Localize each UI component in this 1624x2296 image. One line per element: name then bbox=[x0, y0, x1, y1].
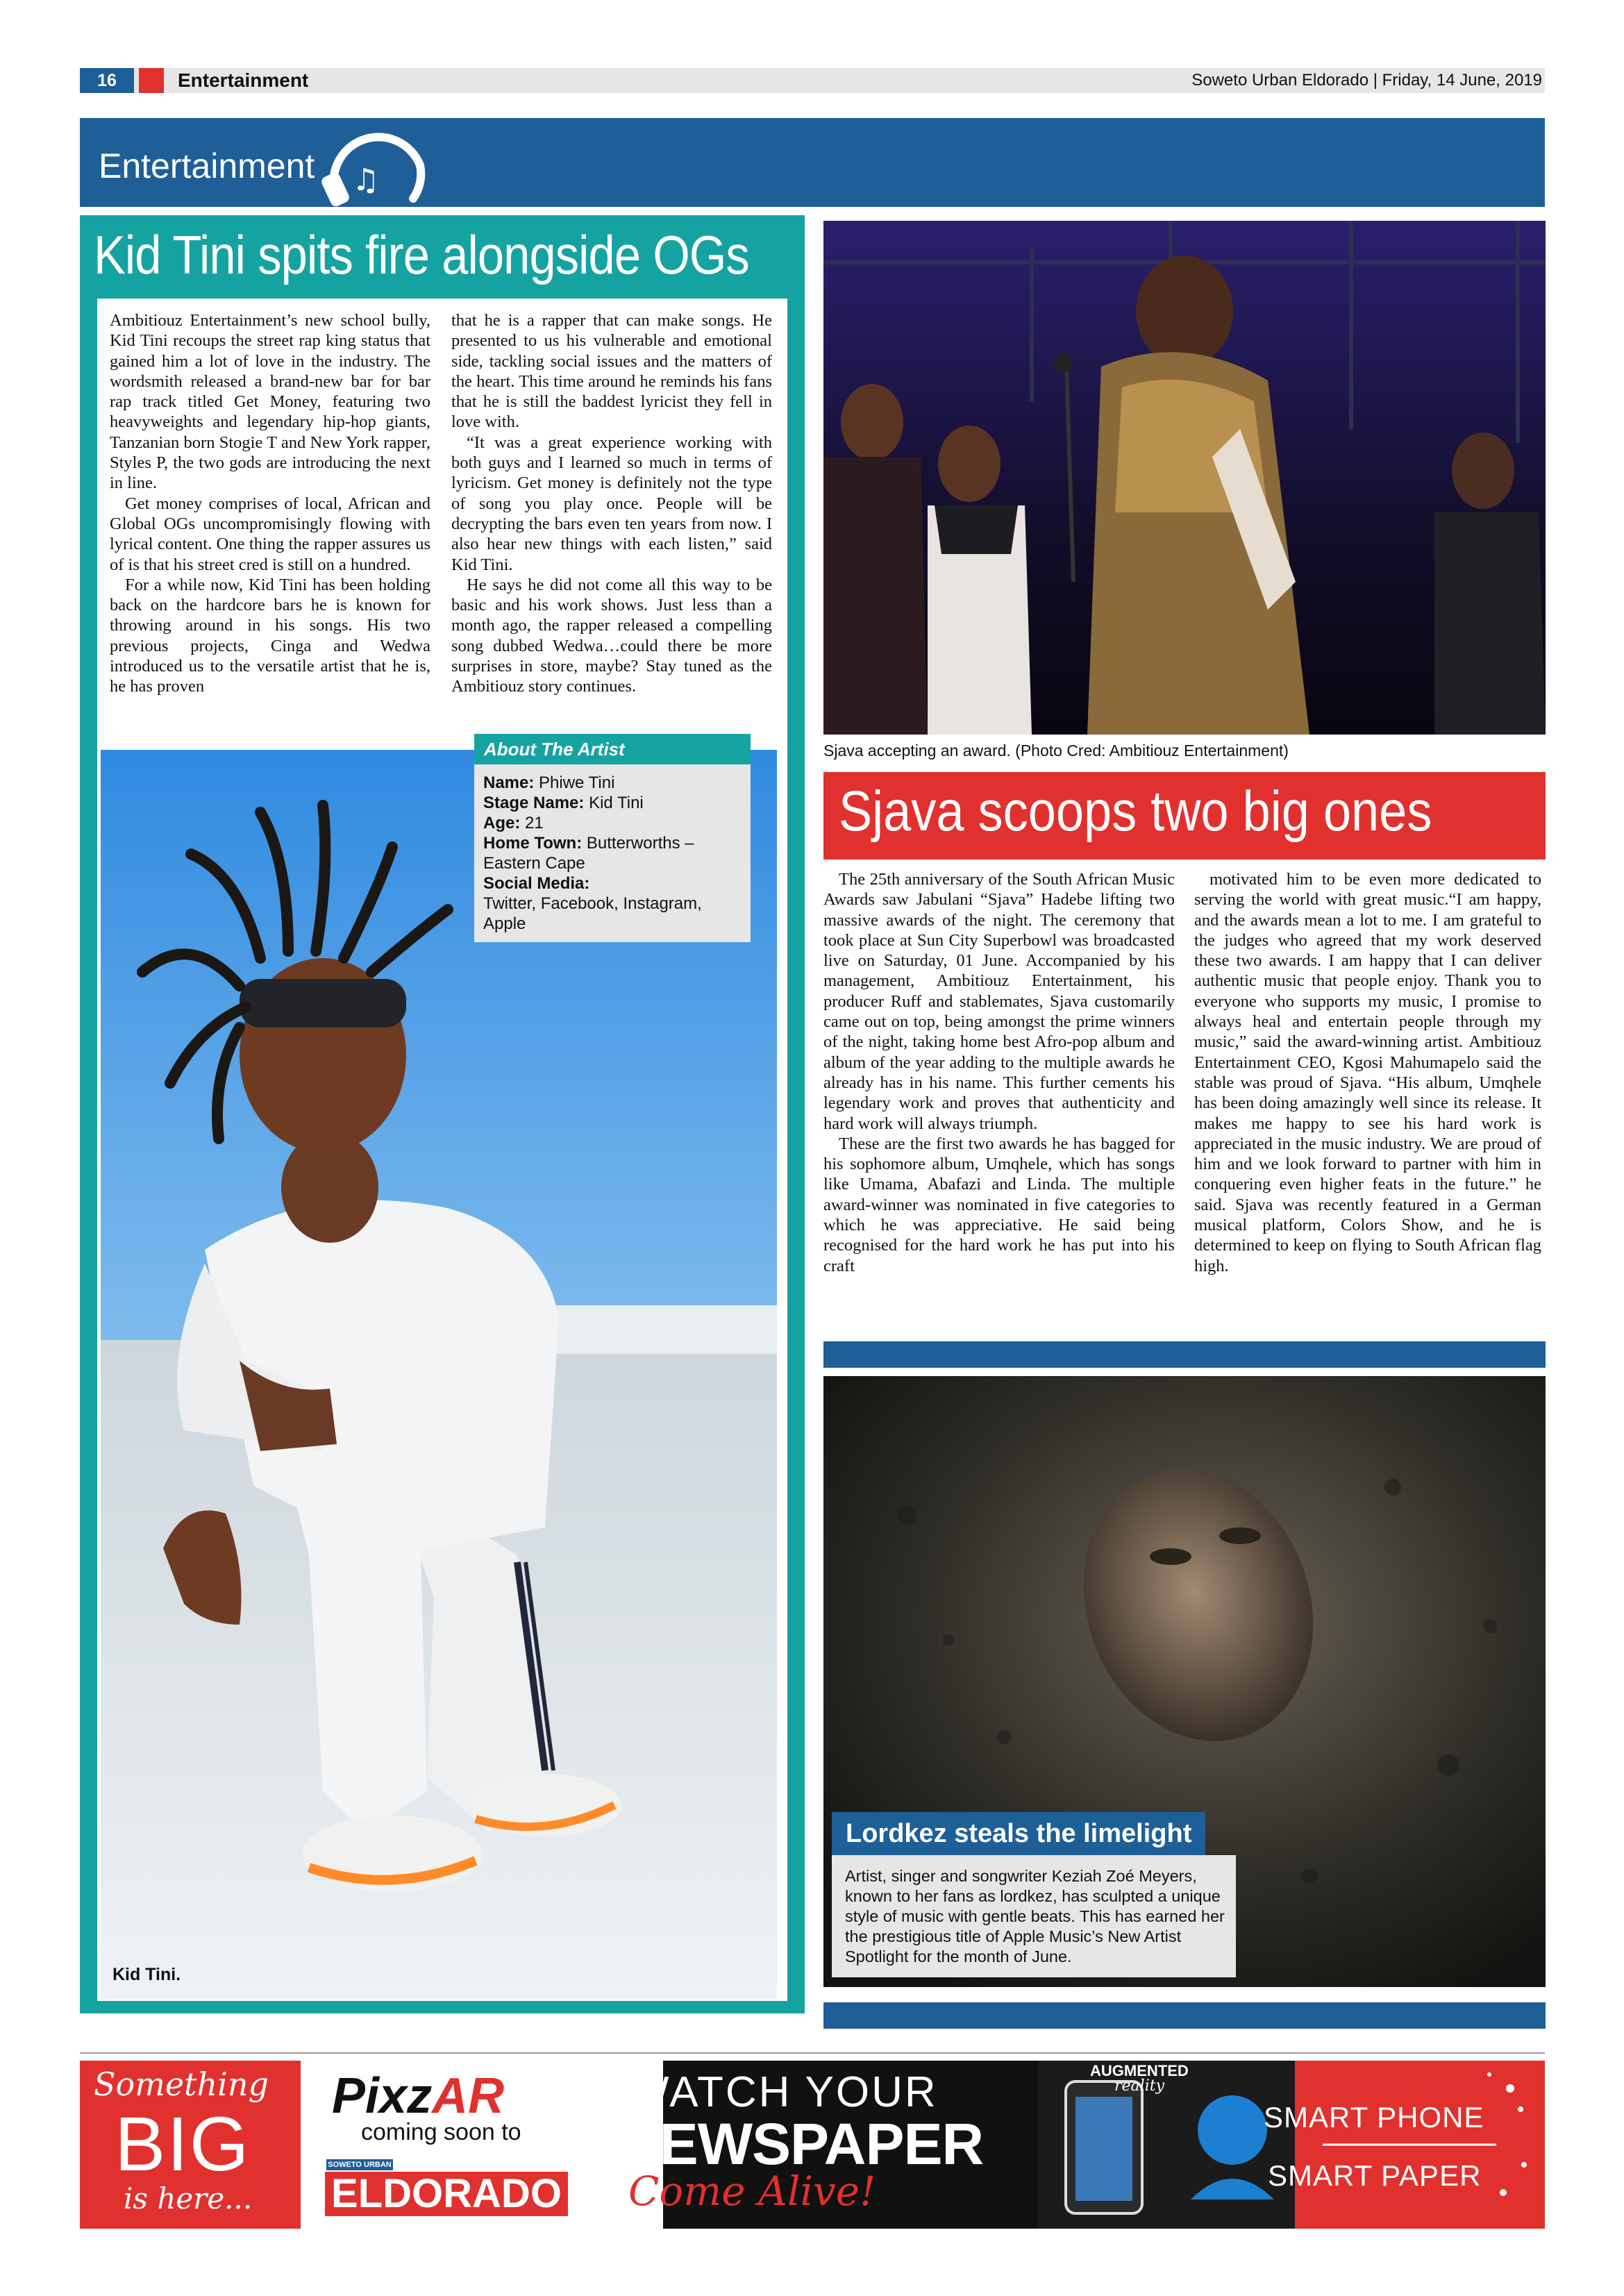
ad-watch-your: WATCH YOUR bbox=[628, 2068, 938, 2116]
ad-smart-phone: SMART PHONE bbox=[1264, 2101, 1484, 2134]
lordkez-headline: Lordkez steals the limelight bbox=[832, 1812, 1205, 1855]
svg-text:♫: ♫ bbox=[352, 162, 380, 198]
paragraph: These are the first two awards he has bagged for his sophomore album, Umqhele, which has songs like Umama, Abafazi and Linda. The multiple award-winner was nominated in five categories to which he was appreciative. He said being recognised for the hard work he has put into his craft bbox=[823, 1134, 1175, 1275]
social-media: Twitter, Facebook, Instagram, Apple bbox=[483, 894, 702, 933]
ad-soweto-urban: SOWETO URBAN bbox=[326, 2159, 393, 2170]
stage-name: Kid Tini bbox=[589, 794, 644, 812]
ad-come-alive: Come Alive! bbox=[628, 2168, 876, 2215]
kid-tini-headline: Kid Tini spits fire alongside OGs bbox=[94, 224, 749, 285]
paragraph: The 25th anniversary of the South African Music Awards saw Jabulani “Sjava” Hadebe lifting two massive awards of the night. The ceremony that took place at Sun City Superbowl was broadcasted live on Saturday, 01 June. Accompanied by his management, Ambitiouz Entertainment, his producer Ruff and stablemates, Sjava customarily came out on top, being amongst the prime winners of the night, taking home best Afro-pop album and album of the year adding to the multiple awards he already has in his name. This further cements his legendary work and proves that authenticity and hard work will always triumph. bbox=[823, 870, 1175, 1133]
ad-coming-soon: coming soon to bbox=[361, 2119, 521, 2145]
page-divider bbox=[80, 2052, 1545, 2054]
logo-ar: AR bbox=[432, 2068, 505, 2124]
paragraph: that he is a rapper that can make songs. He presented to us his vulnerable and emotional side, tackling social issues and the matters of the heart. This time around he reminds his fans that he is still the baddest lyricist they fell in love with. bbox=[451, 311, 772, 432]
paragraph: For a while now, Kid Tini has been holding back on the hardcore bars he is known for throwing around in his songs. His two previous projects, Cinga and Wedwa introduced us to the versatile artist that he is, he has proven bbox=[110, 575, 430, 696]
paragraph: motivated him to be even more dedicated to serving the world with great music.“I am happy, and the awards mean a lot to me. I am grateful to the judges who agreed that my work deserved these two awards. I am happy that I can deliver authentic music that people enjoy. Thank you to everyone who supports my music, I promise to always heal and entertain people through my music,” said the award-winning artist. Ambitiouz Entertainment CEO, Kgosi Mahumapelo said the stable was proud of Sjava. “His album, Umqhele has been doing amazingly well since its release. It makes me happy to see his hard work is appreciated in the music industry. We are proud of him and we look forward to partner with him in conquering even higher feats in the future.” he said. Sjava was recently featured in a German musical platform, Colors Show, and he is determined to keep on flying to South African flag high. bbox=[1194, 870, 1541, 1275]
ad-is-here: is here... bbox=[124, 2181, 253, 2215]
lordkez-body: Artist, singer and songwriter Keziah Zoé Meyers, known to her fans as lordkez, has sculpted a unique style of music with gentle beats. This has earned her the prestigious title of Apple Music’s New Artist Spotlight for the month of June. bbox=[845, 1867, 1225, 1966]
paragraph: “It was a great experience working with both guys and I learned so much in terms of lyricism. Get money is definitely not the type of song you play once. People will be decrypting the bars even ten years from now. I also hear new things with each listen,” said Kid Tini. bbox=[451, 433, 772, 574]
sjava-column-1 bbox=[823, 869, 1175, 1276]
about-details bbox=[483, 773, 747, 934]
headphones-music-note-icon bbox=[316, 117, 434, 210]
sjava-caption: Sjava accepting an award. (Photo Cred: Ambitiouz Entertainment) bbox=[823, 741, 1289, 760]
section-marker bbox=[139, 68, 164, 93]
age-label: Age: bbox=[483, 814, 521, 832]
ad-eldorado: ELDORADO bbox=[325, 2172, 568, 2216]
publication-date: Soweto Urban Eldorado | Friday, 14 June, 2019 bbox=[1191, 71, 1542, 90]
kid-tini-column-2 bbox=[451, 310, 772, 697]
paragraph: Ambitiouz Entertainment’s new school bully, Kid Tini recoups the street rap king status that gained him a lot of love in the industry. The wordsmith released a brand-new bar for bar rap track titled Get Money, featuring two heavyweights and legendary hip-hop giants, Tanzanian born Stogie T and New York rapper, Styles P, the two gods are introducing the next in line. bbox=[110, 311, 430, 493]
name-label: Name: bbox=[483, 773, 535, 792]
ad-something: Something bbox=[94, 2065, 269, 2103]
stage-name-label: Stage Name: bbox=[483, 794, 585, 812]
ad-newspaper: NEWSPAPER bbox=[618, 2111, 984, 2177]
pixzar-logo bbox=[332, 2068, 504, 2125]
logo-pixz: Pixz bbox=[332, 2068, 433, 2124]
home-town: Butterworths – Eastern Cape bbox=[483, 834, 694, 873]
sjava-column-2 bbox=[1194, 869, 1541, 1276]
kid-tini-caption: Kid Tini. bbox=[112, 1965, 181, 1984]
page-number: 16 bbox=[80, 68, 134, 93]
sjava-headline: Sjava scoops two big ones bbox=[839, 780, 1432, 843]
banner-title: Entertainment bbox=[99, 146, 315, 185]
ad-smart-paper: SMART PAPER bbox=[1268, 2159, 1482, 2192]
home-town-label: Home Town: bbox=[483, 834, 583, 853]
kid-tini-column-1 bbox=[110, 310, 430, 697]
artist-name: Phiwe Tini bbox=[539, 773, 615, 792]
ad-reality: reality bbox=[1114, 2077, 1164, 2095]
ad-big: BIG bbox=[115, 2102, 251, 2187]
lordkez-bottom-bar bbox=[823, 2002, 1546, 2029]
about-heading: About The Artist bbox=[474, 734, 751, 764]
sjava-photo bbox=[823, 221, 1546, 735]
paragraph: Get money comprises of local, African and Global OGs uncompromisingly flowing with lyrical content. One thing the rapper assures us of is that his street cred is still on a hundred. bbox=[110, 494, 430, 574]
lordkez-top-bar bbox=[823, 1341, 1546, 1368]
social-media-label: Social Media: bbox=[483, 874, 590, 893]
ad-augmented: AUGMENTED bbox=[1090, 2062, 1189, 2079]
section-label: Entertainment bbox=[178, 69, 309, 91]
paragraph: He says he did not come all this way to be basic and his work shows. Just less than a month ago, the rapper released a compelling song dubbed Wedwa…could there be more surprises in store, maybe? Stay tuned as the Ambitiouz story continues. bbox=[451, 575, 772, 696]
artist-age: 21 bbox=[525, 814, 544, 832]
